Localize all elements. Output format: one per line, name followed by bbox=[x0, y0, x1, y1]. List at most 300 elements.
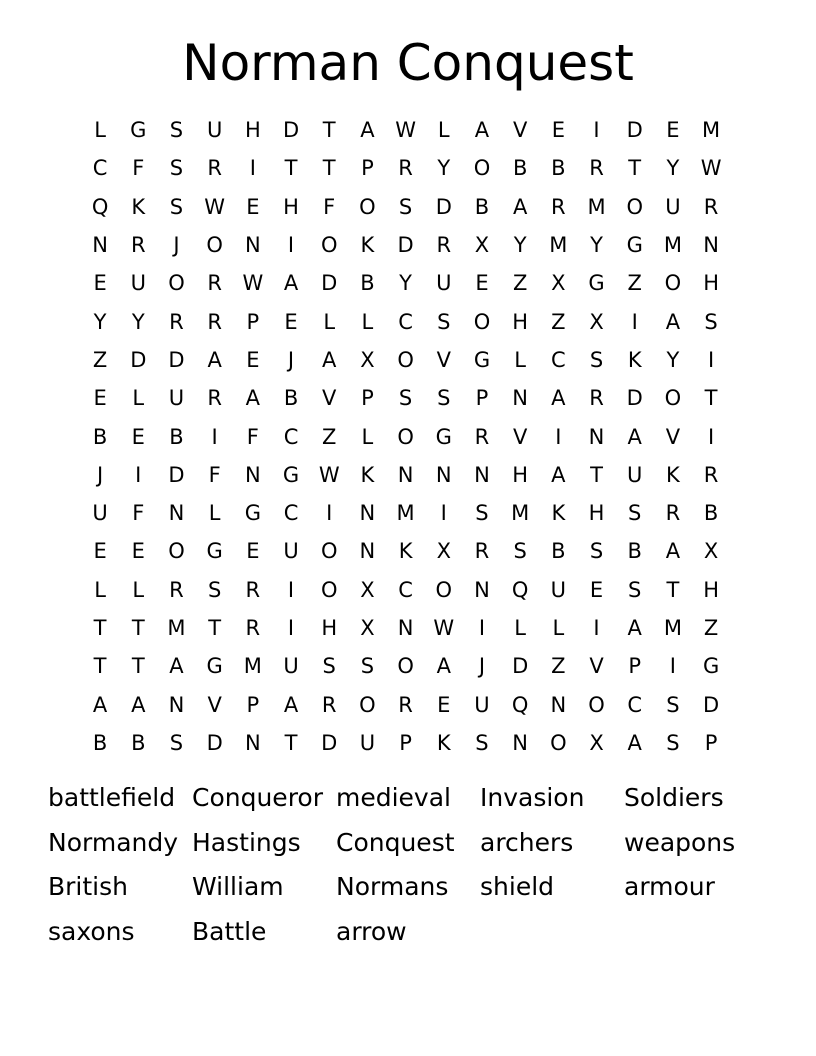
grid-letter: L bbox=[323, 309, 336, 334]
grid-letter: A bbox=[665, 309, 681, 334]
grid-letter: R bbox=[589, 386, 604, 411]
grid-letter: I bbox=[440, 501, 447, 526]
grid-letter: T bbox=[590, 462, 603, 487]
grid-letter: P bbox=[246, 309, 260, 334]
grid-letter: L bbox=[437, 118, 450, 143]
grid-letter: W bbox=[395, 118, 416, 143]
grid-letter: G bbox=[473, 347, 491, 372]
grid-letter: Y bbox=[399, 271, 412, 296]
grid-letter: E bbox=[93, 386, 107, 411]
grid-letter: Y bbox=[666, 156, 680, 181]
grid-letter: Y bbox=[437, 156, 451, 181]
grid-letter: E bbox=[93, 539, 107, 564]
grid-letter: M bbox=[702, 118, 721, 143]
grid-letter: L bbox=[208, 501, 221, 526]
grid-letter: U bbox=[283, 654, 299, 679]
grid-letter: T bbox=[322, 118, 336, 143]
word-bank-item: arrow bbox=[336, 916, 407, 946]
grid-letter: D bbox=[703, 692, 720, 717]
grid-letter: K bbox=[131, 194, 146, 219]
grid-letter: J bbox=[173, 233, 180, 258]
grid-letter: U bbox=[436, 271, 452, 296]
grid-letter: U bbox=[283, 539, 299, 564]
grid-letter: R bbox=[169, 577, 184, 602]
grid-letter: W bbox=[318, 462, 340, 487]
grid-letter: W bbox=[700, 156, 722, 181]
grid-letter: S bbox=[437, 386, 451, 411]
grid-letter: H bbox=[283, 194, 299, 219]
grid-letter: B bbox=[92, 424, 108, 449]
grid-letter: Z bbox=[627, 271, 642, 296]
grid-letter: T bbox=[93, 654, 107, 679]
grid-letter: O bbox=[320, 539, 338, 564]
grid-letter: I bbox=[669, 654, 676, 679]
grid-letter: M bbox=[549, 233, 568, 258]
grid-letter: E bbox=[93, 271, 107, 296]
grid-letter: G bbox=[244, 501, 261, 526]
grid-letter: N bbox=[244, 462, 261, 487]
grid-letter: L bbox=[552, 616, 565, 640]
grid-letter: C bbox=[551, 347, 566, 372]
grid-letter: N bbox=[244, 730, 261, 755]
grid-letter: X bbox=[436, 539, 451, 564]
grid-letter: J bbox=[478, 654, 486, 679]
grid-letter: S bbox=[475, 501, 489, 526]
grid-letter: T bbox=[666, 577, 680, 602]
word-bank-item: weapons bbox=[624, 827, 736, 857]
grid-letter: A bbox=[627, 616, 642, 640]
grid-letter: M bbox=[396, 501, 415, 526]
grid-letter: B bbox=[131, 730, 146, 755]
grid-letter: N bbox=[550, 692, 567, 717]
grid-letter: L bbox=[132, 577, 145, 602]
grid-letter: L bbox=[94, 577, 106, 602]
grid-letter: B bbox=[551, 539, 566, 564]
grid-letter: I bbox=[707, 347, 715, 372]
grid-letter: R bbox=[130, 233, 146, 258]
grid-letter: M bbox=[663, 233, 682, 258]
grid-letter: U bbox=[474, 692, 490, 717]
grid-letter: H bbox=[703, 271, 719, 296]
grid-letter: V bbox=[665, 424, 681, 449]
grid-letter: E bbox=[666, 118, 680, 143]
grid-letter: A bbox=[627, 424, 642, 449]
word-bank-item: Normandy bbox=[48, 827, 179, 857]
grid-letter: X bbox=[474, 233, 490, 258]
grid-letter: A bbox=[322, 347, 337, 372]
grid-letter: X bbox=[703, 539, 719, 564]
grid-letter: D bbox=[168, 462, 185, 487]
grid-letter: L bbox=[514, 347, 526, 372]
grid-letter: A bbox=[207, 347, 222, 372]
grid-letter: N bbox=[435, 462, 452, 487]
grid-letter: D bbox=[626, 386, 643, 411]
grid-letter: O bbox=[664, 386, 682, 411]
grid-letter: T bbox=[284, 156, 298, 181]
grid-letter: X bbox=[360, 347, 375, 372]
grid-letter: A bbox=[665, 539, 681, 564]
grid-letter: E bbox=[246, 194, 260, 219]
grid-letter: C bbox=[283, 424, 299, 449]
grid-letter: M bbox=[243, 654, 262, 679]
grid-letter: T bbox=[131, 616, 145, 640]
grid-letter: K bbox=[360, 462, 375, 487]
word-bank-item: Soldiers bbox=[624, 783, 724, 812]
grid-letter: A bbox=[474, 118, 490, 143]
grid-letter: W bbox=[242, 271, 264, 296]
grid-letter: D bbox=[206, 730, 223, 755]
grid-letter: B bbox=[703, 501, 719, 526]
grid-letter: I bbox=[211, 424, 218, 449]
grid-letter: O bbox=[359, 692, 376, 717]
grid-letter: C bbox=[398, 577, 413, 602]
grid-letter: D bbox=[512, 654, 529, 679]
grid-letter: N bbox=[168, 501, 185, 526]
grid-letter: I bbox=[593, 118, 600, 143]
grid-letter: B bbox=[283, 386, 299, 411]
grid-letter: Y bbox=[666, 347, 680, 372]
grid-letter: S bbox=[322, 654, 336, 679]
grid-letter: G bbox=[435, 424, 452, 449]
grid-letter: U bbox=[665, 194, 681, 219]
word-bank-item: shield bbox=[480, 872, 555, 901]
grid-letter: O bbox=[397, 424, 414, 449]
grid-letter: A bbox=[360, 118, 375, 143]
grid-letter: Z bbox=[512, 271, 528, 296]
grid-letter: S bbox=[589, 347, 604, 372]
grid-letter: X bbox=[360, 577, 375, 602]
grid-letter: M bbox=[663, 616, 682, 640]
grid-letter: V bbox=[512, 118, 528, 143]
grid-letter: N bbox=[703, 233, 719, 258]
grid-letter: A bbox=[436, 654, 451, 679]
grid-letter: G bbox=[626, 233, 643, 258]
grid-letter: N bbox=[92, 233, 108, 258]
grid-letter: S bbox=[169, 194, 184, 219]
word-bank-item: archers bbox=[480, 827, 574, 857]
grid-letter: O bbox=[359, 194, 376, 219]
grid-letter: I bbox=[249, 156, 256, 181]
grid-letter: I bbox=[593, 616, 600, 640]
grid-letter: B bbox=[551, 156, 566, 181]
grid-letter: D bbox=[397, 233, 414, 258]
grid-letter: N bbox=[588, 424, 605, 449]
grid-letter: T bbox=[131, 654, 145, 679]
grid-letter: C bbox=[92, 156, 108, 181]
grid-letter: B bbox=[169, 424, 184, 449]
grid-letter: G bbox=[130, 118, 147, 143]
grid-letter: E bbox=[246, 347, 260, 372]
grid-letter: P bbox=[704, 730, 718, 755]
grid-letter: V bbox=[436, 347, 451, 372]
grid-letter: T bbox=[284, 730, 298, 755]
grid-letter: S bbox=[589, 539, 604, 564]
grid-letter: O bbox=[664, 271, 682, 296]
grid-letter: V bbox=[322, 386, 337, 411]
grid-letter: F bbox=[323, 194, 336, 219]
grid-letter: E bbox=[131, 424, 145, 449]
grid-letter: R bbox=[551, 194, 566, 219]
grid-letter: T bbox=[322, 156, 336, 181]
grid-letter: N bbox=[168, 692, 185, 717]
grid-letter: A bbox=[131, 692, 146, 717]
grid-letter: K bbox=[666, 462, 680, 487]
grid-letter: A bbox=[245, 386, 261, 411]
grid-letter: S bbox=[704, 309, 718, 334]
grid-letter: M bbox=[587, 194, 606, 219]
grid-letter: G bbox=[206, 539, 223, 564]
grid-letter: K bbox=[627, 347, 642, 372]
grid-letter: N bbox=[359, 501, 376, 526]
grid-letter: U bbox=[359, 730, 376, 755]
grid-letter: Z bbox=[551, 309, 566, 334]
grid-letter: C bbox=[283, 501, 299, 526]
grid-letter: E bbox=[551, 118, 565, 143]
grid-letter: S bbox=[666, 692, 680, 717]
grid-letter: M bbox=[511, 501, 530, 526]
grid-letter: O bbox=[473, 156, 491, 181]
grid-letter: Z bbox=[551, 654, 566, 679]
grid-letter: F bbox=[132, 156, 145, 181]
grid-letter: N bbox=[512, 730, 529, 755]
grid-letter: O bbox=[435, 577, 453, 602]
grid-letter: R bbox=[169, 309, 184, 334]
grid-letter: O bbox=[168, 271, 185, 296]
grid-letter: N bbox=[359, 539, 376, 564]
grid-letter: Y bbox=[590, 233, 603, 258]
grid-letter: I bbox=[287, 616, 295, 640]
grid-letter: E bbox=[284, 309, 298, 334]
grid-letter: H bbox=[244, 118, 261, 143]
grid-letter: I bbox=[326, 501, 333, 526]
grid-letter: H bbox=[703, 577, 719, 602]
grid-letter: E bbox=[437, 692, 451, 717]
grid-letter: J bbox=[96, 462, 104, 487]
grid-letter: D bbox=[282, 118, 300, 143]
grid-letter: I bbox=[707, 424, 715, 449]
grid-letter: H bbox=[321, 616, 338, 640]
grid-letter: M bbox=[167, 616, 186, 640]
grid-letter: B bbox=[360, 271, 375, 296]
grid-letter: S bbox=[666, 730, 680, 755]
grid-letter: A bbox=[283, 692, 299, 717]
grid-letter: U bbox=[206, 118, 223, 143]
page-title: Norman Conquest bbox=[182, 34, 634, 92]
letter-grid bbox=[81, 111, 730, 762]
grid-letter: A bbox=[512, 194, 528, 219]
grid-letter: B bbox=[627, 539, 642, 564]
grid-letter: I bbox=[555, 424, 562, 449]
grid-letter: S bbox=[437, 309, 451, 334]
grid-letter: B bbox=[92, 730, 108, 755]
word-bank-item: armour bbox=[624, 872, 715, 901]
grid-letter: R bbox=[398, 156, 413, 181]
grid-letter: Q bbox=[91, 194, 109, 219]
grid-letter: Y bbox=[93, 309, 107, 334]
grid-letter: A bbox=[92, 692, 108, 717]
grid-letter: H bbox=[588, 501, 605, 526]
grid-letter: E bbox=[131, 539, 145, 564]
grid-letter: C bbox=[627, 692, 643, 717]
grid-letter: N bbox=[397, 462, 414, 487]
grid-letter: F bbox=[208, 462, 221, 487]
grid-letter: X bbox=[551, 271, 566, 296]
grid-letter: K bbox=[551, 501, 566, 526]
grid-letter: I bbox=[287, 233, 295, 258]
grid-letter: S bbox=[398, 194, 413, 219]
word-bank-item: saxons bbox=[48, 916, 135, 946]
word-bank-item: Conquest bbox=[336, 827, 455, 857]
grid-letter: K bbox=[398, 539, 413, 564]
grid-letter: X bbox=[589, 730, 604, 755]
grid-letter: T bbox=[208, 616, 222, 640]
grid-letter: O bbox=[397, 654, 414, 679]
grid-letter: I bbox=[135, 462, 142, 487]
grid-letter: F bbox=[246, 424, 259, 449]
grid-letter: R bbox=[474, 539, 490, 564]
grid-letter: O bbox=[550, 730, 567, 755]
grid-letter: L bbox=[361, 309, 374, 334]
grid-letter: Y bbox=[131, 309, 145, 334]
grid-letter: R bbox=[207, 309, 222, 334]
grid-letter: I bbox=[287, 577, 295, 602]
grid-letter: O bbox=[320, 577, 338, 602]
grid-letter: Z bbox=[703, 616, 719, 640]
grid-letter: S bbox=[628, 501, 642, 526]
grid-letter: G bbox=[702, 654, 720, 679]
grid-letter: P bbox=[361, 156, 374, 181]
grid-letter: D bbox=[130, 347, 147, 372]
grid-letter: C bbox=[398, 309, 413, 334]
grid-letter: N bbox=[397, 616, 414, 640]
grid-letter: V bbox=[589, 654, 604, 679]
grid-letter: S bbox=[169, 730, 184, 755]
grid-letter: F bbox=[132, 501, 145, 526]
grid-letter: K bbox=[360, 233, 375, 258]
grid-letter: N bbox=[512, 386, 529, 411]
grid-letter: R bbox=[703, 194, 719, 219]
word-bank bbox=[48, 776, 768, 954]
grid-letter: O bbox=[206, 233, 223, 258]
grid-letter: S bbox=[398, 386, 413, 411]
grid-letter: D bbox=[435, 194, 452, 219]
grid-letter: L bbox=[132, 386, 145, 411]
grid-letter: T bbox=[704, 386, 718, 411]
grid-letter: H bbox=[512, 462, 529, 487]
grid-letter: R bbox=[245, 577, 261, 602]
grid-letter: L bbox=[514, 616, 526, 640]
grid-letter: O bbox=[588, 692, 605, 717]
grid-letter: O bbox=[473, 309, 491, 334]
grid-letter: A bbox=[169, 654, 184, 679]
grid-letter: S bbox=[628, 577, 642, 602]
word-bank-item: Battle bbox=[192, 916, 267, 946]
grid-letter: W bbox=[433, 616, 455, 640]
grid-letter: E bbox=[589, 577, 604, 602]
grid-letter: R bbox=[321, 692, 337, 717]
grid-letter: D bbox=[321, 730, 338, 755]
grid-letter: D bbox=[321, 271, 338, 296]
grid-letter: N bbox=[474, 577, 490, 602]
grid-letter: R bbox=[474, 424, 490, 449]
grid-letter: E bbox=[475, 271, 489, 296]
grid-letter: R bbox=[207, 386, 222, 411]
grid-letter: T bbox=[93, 616, 107, 640]
grid-letter: O bbox=[168, 539, 185, 564]
grid-letter: Q bbox=[511, 692, 529, 717]
word-bank-item: William bbox=[192, 872, 284, 901]
grid-letter: G bbox=[588, 271, 605, 296]
grid-letter: O bbox=[397, 347, 414, 372]
grid-letter: A bbox=[551, 386, 566, 411]
grid-letter: D bbox=[626, 118, 643, 143]
grid-letter: V bbox=[207, 692, 222, 717]
grid-letter: L bbox=[361, 424, 374, 449]
grid-letter: N bbox=[244, 233, 261, 258]
grid-letter: R bbox=[436, 233, 452, 258]
grid-letter: O bbox=[626, 194, 643, 219]
grid-letter: D bbox=[168, 347, 185, 372]
grid-letter: P bbox=[361, 386, 374, 411]
grid-letter: Y bbox=[513, 233, 527, 258]
grid-letter: U bbox=[130, 271, 146, 296]
grid-letter: P bbox=[246, 692, 260, 717]
grid-letter: A bbox=[283, 271, 299, 296]
grid-letter: R bbox=[589, 156, 604, 181]
grid-letter: R bbox=[665, 501, 681, 526]
grid-letter: S bbox=[169, 118, 184, 143]
grid-letter: X bbox=[589, 309, 604, 334]
grid-letter: X bbox=[360, 616, 375, 640]
grid-letter: G bbox=[282, 462, 300, 487]
grid-letter: S bbox=[513, 539, 527, 564]
grid-letter: B bbox=[512, 156, 528, 181]
grid-letter: A bbox=[551, 462, 566, 487]
grid-letter: Z bbox=[92, 347, 108, 372]
grid-letter: R bbox=[207, 156, 222, 181]
grid-letter: U bbox=[627, 462, 643, 487]
grid-letter: G bbox=[206, 654, 223, 679]
word-bank-item: Invasion bbox=[480, 783, 585, 812]
grid-letter: R bbox=[207, 271, 222, 296]
word-bank-item: Normans bbox=[336, 872, 449, 901]
grid-letter: I bbox=[631, 309, 638, 334]
grid-letter: T bbox=[628, 156, 642, 181]
word-bank-item: battlefield bbox=[48, 783, 176, 812]
grid-letter: Q bbox=[511, 577, 529, 602]
grid-letter: R bbox=[245, 616, 261, 640]
word-bank-item: Hastings bbox=[192, 827, 301, 857]
grid-letter: S bbox=[475, 730, 489, 755]
grid-letter: V bbox=[512, 424, 528, 449]
grid-letter: U bbox=[550, 577, 567, 602]
grid-letter: L bbox=[94, 118, 106, 143]
grid-letter: N bbox=[474, 462, 490, 487]
grid-letter: O bbox=[320, 233, 338, 258]
grid-letter: R bbox=[703, 462, 719, 487]
grid-letter: W bbox=[204, 194, 226, 219]
grid-letter: K bbox=[436, 730, 451, 755]
grid-letter: P bbox=[628, 654, 642, 679]
grid-letter: P bbox=[399, 730, 412, 755]
grid-letter: J bbox=[287, 347, 295, 372]
grid-letter: I bbox=[478, 616, 486, 640]
grid-letter: U bbox=[92, 501, 108, 526]
grid-letter: R bbox=[398, 692, 413, 717]
word-bank-item: Conqueror bbox=[192, 783, 323, 812]
grid-letter: E bbox=[246, 539, 260, 564]
word-bank-item: British bbox=[48, 872, 128, 901]
